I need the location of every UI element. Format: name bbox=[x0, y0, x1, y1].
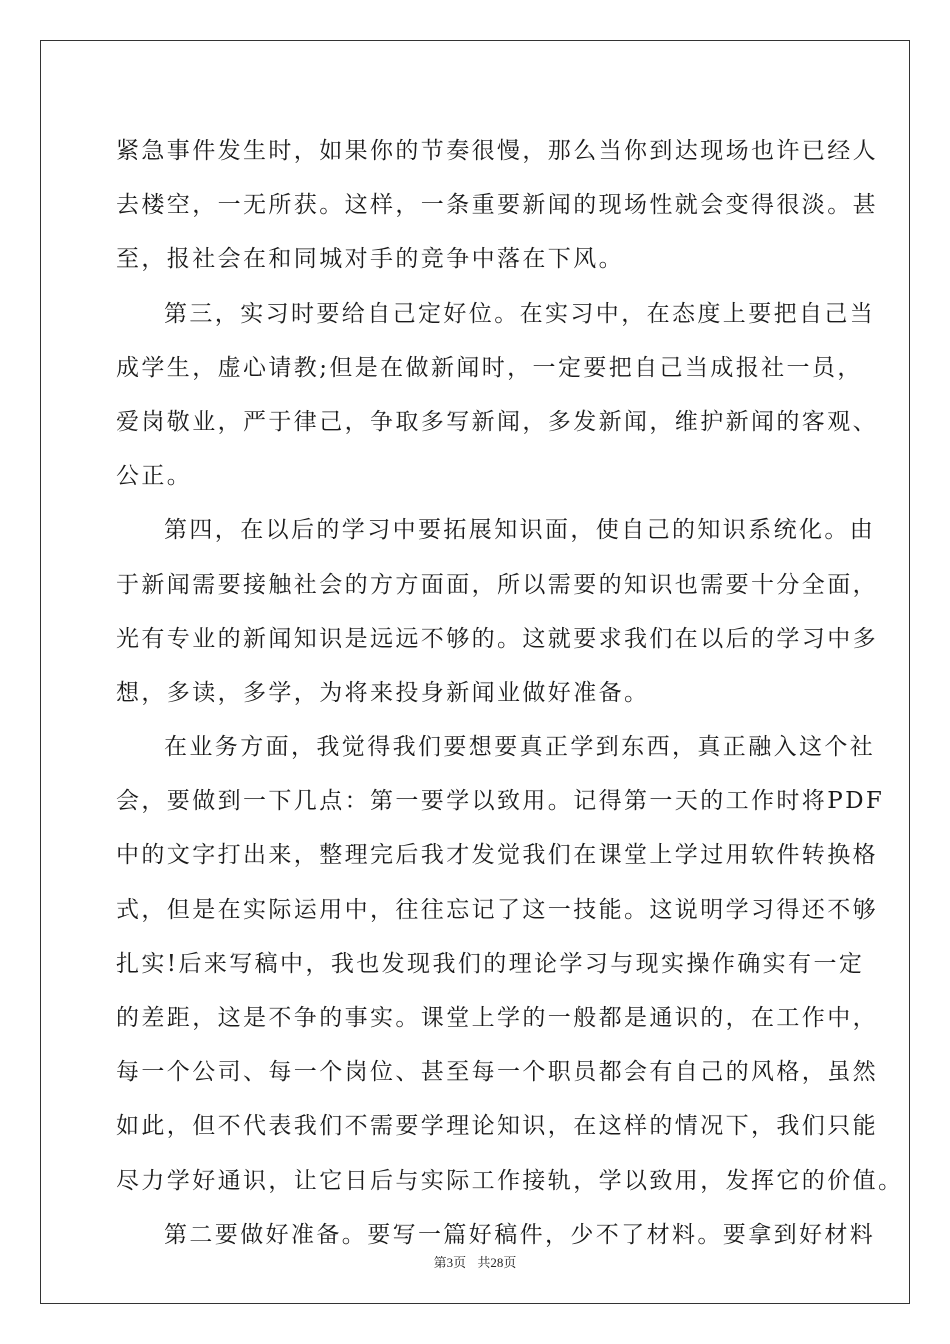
paragraph-line: 式，但是在实际运用中，往往忘记了这一技能。这说明学习得还不够 bbox=[116, 896, 878, 923]
paragraph-line: 想，多读，多学，为将来投身新闻业做好准备。 bbox=[116, 679, 650, 706]
paragraph-line: 中的文字打出来，整理完后我才发觉我们在课堂上学过用软件转换格 bbox=[116, 842, 878, 869]
paragraph-line: 光有专业的新闻知识是远远不够的。这就要求我们在以后的学习中多 bbox=[116, 625, 878, 652]
paragraph-line: 至，报社会在和同城对手的竞争中落在下风。 bbox=[116, 246, 624, 273]
total-pages: 共28页 bbox=[477, 1255, 517, 1270]
paragraph-line: 会，要做到一下几点：第一要学以致用。记得第一天的工作时将PDF bbox=[116, 788, 885, 815]
paragraph-line: 去楼空，一无所获。这样，一条重要新闻的现场性就会变得很淡。甚 bbox=[116, 192, 878, 219]
paragraph-line: 爱岗敬业，严于律己，争取多写新闻，多发新闻，维护新闻的客观、 bbox=[116, 408, 878, 435]
paragraph-line: 扎实!后来写稿中，我也发现我们的理论学习与现实操作确实有一定 bbox=[116, 950, 865, 977]
current-page-number: 第3页 bbox=[433, 1255, 467, 1270]
paragraph-line: 如此，但不代表我们不需要学理论知识，在这样的情况下，我们只能 bbox=[116, 1113, 878, 1140]
paragraph-first-line: 第二要做好准备。要写一篇好稿件，少不了材料。要拿到好材料 bbox=[164, 1221, 876, 1248]
paragraph-line: 成学生，虚心请教;但是在做新闻时，一定要把自己当成报社一员， bbox=[116, 354, 863, 381]
paragraph-first-line: 第四，在以后的学习中要拓展知识面，使自己的知识系统化。由 bbox=[164, 517, 876, 544]
paragraph-line: 紧急事件发生时，如果你的节奏很慢，那么当你到达现场也许已经人 bbox=[116, 138, 878, 164]
paragraph-first-line: 在业务方面，我觉得我们要想要真正学到东西，真正融入这个社 bbox=[164, 734, 876, 761]
paragraph-line: 尽力学好通识，让它日后与实际工作接轨，学以致用，发挥它的价值。 bbox=[116, 1167, 904, 1194]
paragraph-line: 的差距，这是不争的事实。课堂上学的一般都是通识的，在工作中， bbox=[116, 1005, 878, 1031]
paragraph-line: 每一个公司、每一个岗位、甚至每一个职员都会有自己的风格，虽然 bbox=[116, 1059, 878, 1086]
page-footer bbox=[0, 1252, 950, 1271]
paragraph-line: 于新闻需要接触社会的方方面面，所以需要的知识也需要十分全面， bbox=[116, 571, 878, 598]
document-body bbox=[116, 124, 904, 1262]
paragraph-line: 公正。 bbox=[116, 463, 193, 490]
paragraph-first-line: 第三，实习时要给自己定好位。在实习中，在态度上要把自己当 bbox=[164, 300, 876, 327]
